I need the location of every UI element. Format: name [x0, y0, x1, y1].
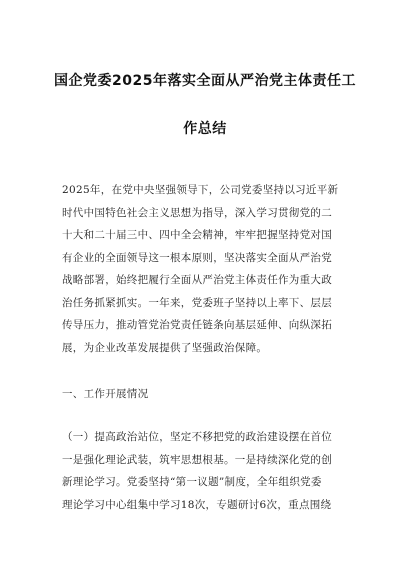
section-line: 新理论学习。党委坚持“第一议题”制度，全年组织党委: [62, 476, 322, 488]
intro-line: 十大和二十届三中、四中全会精神，牢牢把握坚持党对国: [62, 229, 332, 241]
section-line: 一是强化理论武装，筑牢思想根基。一是持续深化党的创: [62, 453, 332, 466]
intro-line: 传导压力，推动管党治党责任链条向基层延伸、向纵深拓: [62, 319, 332, 331]
intro-line: 战略部署，始终把履行全面从严治党主体责任作为重大政: [62, 274, 332, 286]
section-line: （一）提高政治站位，坚定不移把党的政治建设摆在首位: [62, 431, 332, 443]
intro-line: 时代中国特色社会主义思想为指导，深入学习贯彻党的二: [62, 206, 332, 219]
intro-line: 有企业的全面领导这一根本原则，坚决落实全面从严治党: [62, 251, 332, 264]
document-title-line-1: 国企党委2025年落实全面从严治党主体责任工: [54, 73, 356, 89]
intro-line: 治任务抓紧抓实。一年来，党委班子坚持以上率下、层层: [62, 296, 332, 309]
intro-line: 展，为企业改革发展提供了坚强政治保障。: [62, 341, 268, 354]
section-paragraph: [62, 426, 352, 516]
intro-paragraph: [62, 179, 352, 359]
section-heading: 一、工作开展情况: [62, 388, 149, 400]
section-line: 理论学习中心组集中学习18次，专题研讨6次，重点围绕: [62, 498, 332, 511]
intro-line: 2025年，在党中央坚强领导下，公司党委坚持以习近平新: [62, 184, 339, 196]
document-title-line-2: 作总结: [183, 121, 227, 137]
